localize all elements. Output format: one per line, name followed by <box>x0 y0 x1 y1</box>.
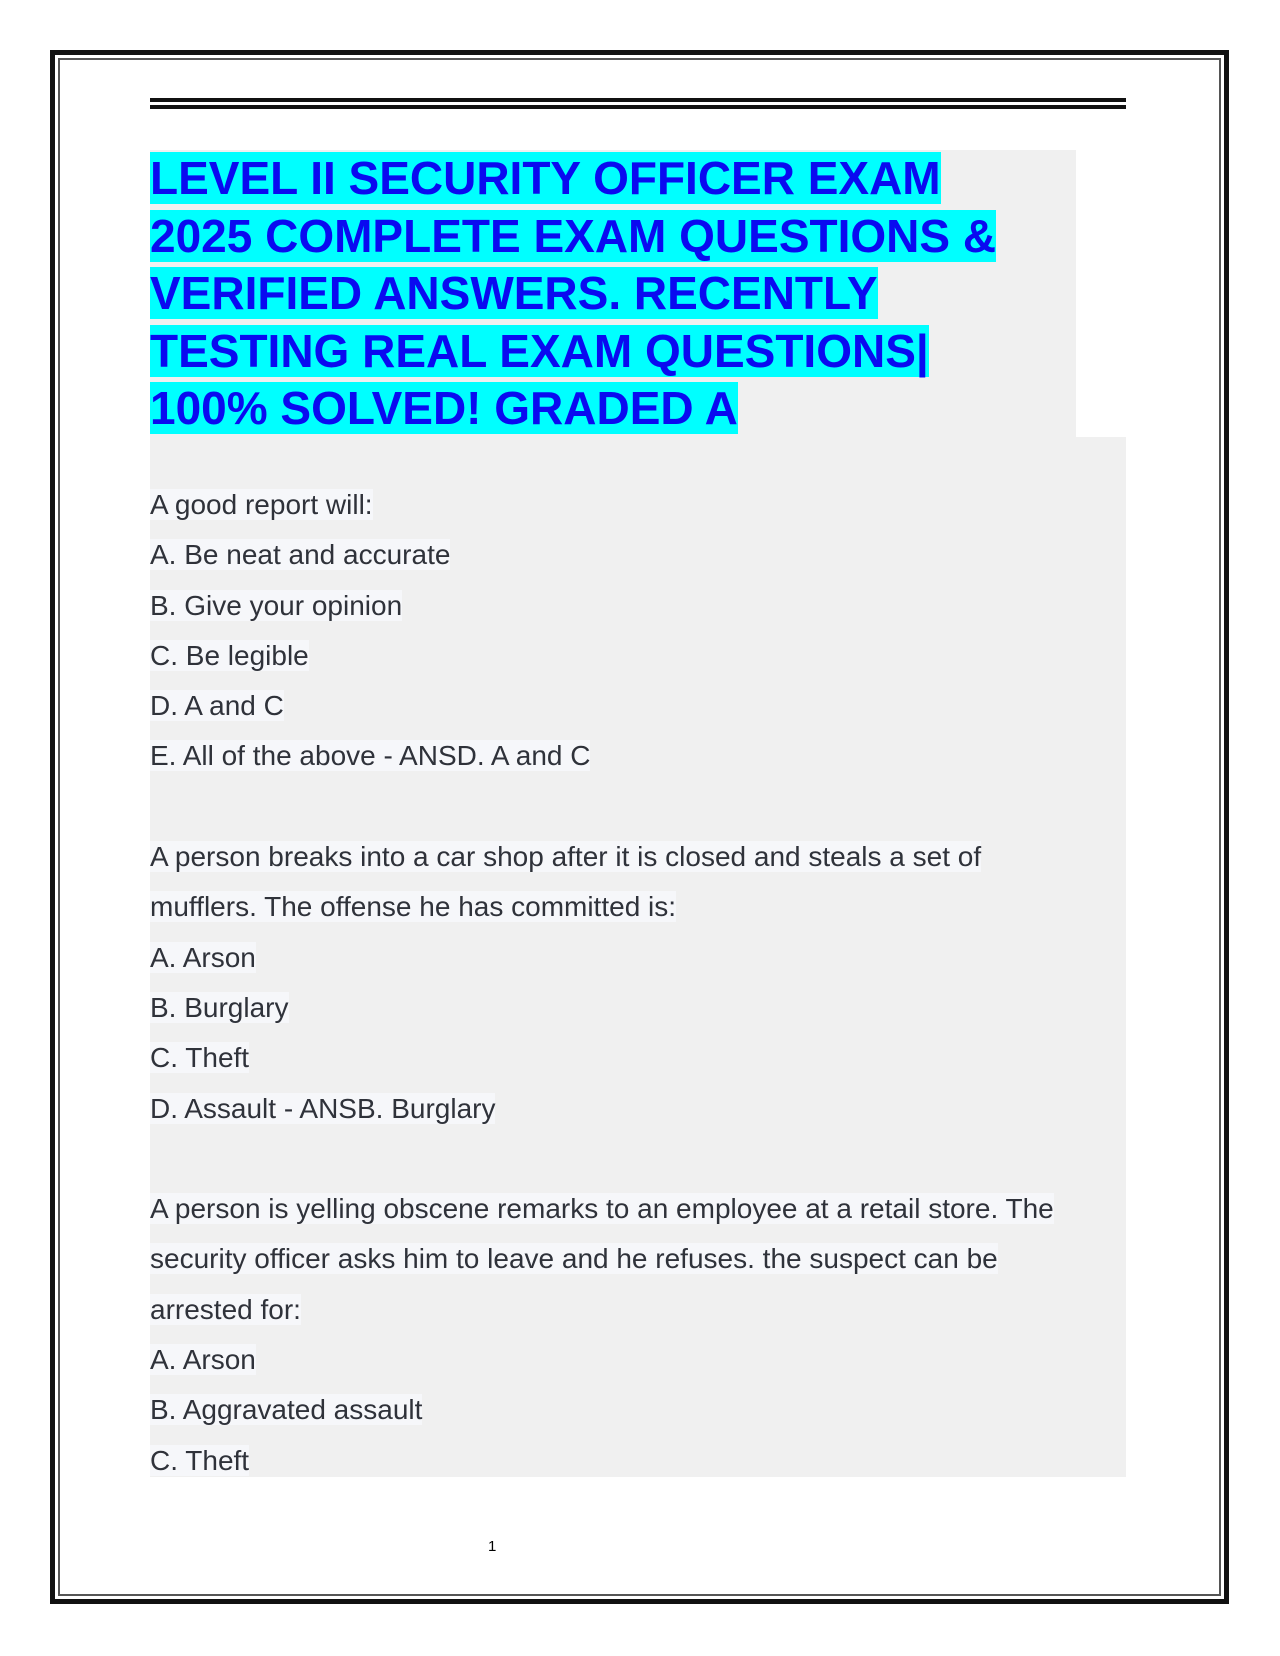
questions <box>150 480 1126 1486</box>
question-3 <box>150 1184 1126 1486</box>
question-text: arrested for: <box>150 1293 301 1325</box>
title-line: TESTING REAL EXAM QUESTIONS| <box>150 324 929 377</box>
answer-option: B. Give your opinion <box>150 589 403 621</box>
answer-option: A. Be neat and accurate <box>150 539 451 571</box>
question-2 <box>150 832 1126 1184</box>
title-block <box>150 150 1076 438</box>
page-number: 1 <box>488 1538 497 1555</box>
answer-option: A. Arson <box>150 941 256 973</box>
answer-option: D. A and C <box>150 690 284 722</box>
header-rule <box>150 98 1126 109</box>
answer-option: C. Be legible <box>150 639 309 671</box>
answer-option: B. Aggravated assault <box>150 1394 423 1426</box>
title-line: LEVEL II SECURITY OFFICER EXAM <box>150 152 941 204</box>
answer-option: D. Assault - ANSB. Burglary <box>150 1092 496 1124</box>
question-text: A good report will: <box>150 489 373 520</box>
question-text: A person is yelling obscene remarks to an employee at a retail store. The <box>150 1193 1054 1225</box>
answer-option: E. All of the above - ANSD. A and C <box>150 740 591 772</box>
question-text: mufflers. The offense he has committed is: <box>150 891 677 923</box>
title-line: 100% SOLVED! GRADED A <box>150 382 738 434</box>
question-text: security officer asks him to leave and he refuses. the suspect can be <box>150 1243 998 1275</box>
title-line: 2025 COMPLETE EXAM QUESTIONS & <box>150 209 997 262</box>
answer-option: C. Theft <box>150 1042 250 1074</box>
document-title <box>150 150 1076 438</box>
question-1 <box>150 480 1126 832</box>
question-text: A person breaks into a car shop after it is closed and steals a set of <box>150 841 982 873</box>
title-line: VERIFIED ANSWERS. RECENTLY <box>150 267 878 319</box>
answer-option: B. Burglary <box>150 991 289 1023</box>
answer-option: A. Arson <box>150 1344 256 1376</box>
answer-option: C. Theft <box>150 1444 250 1476</box>
